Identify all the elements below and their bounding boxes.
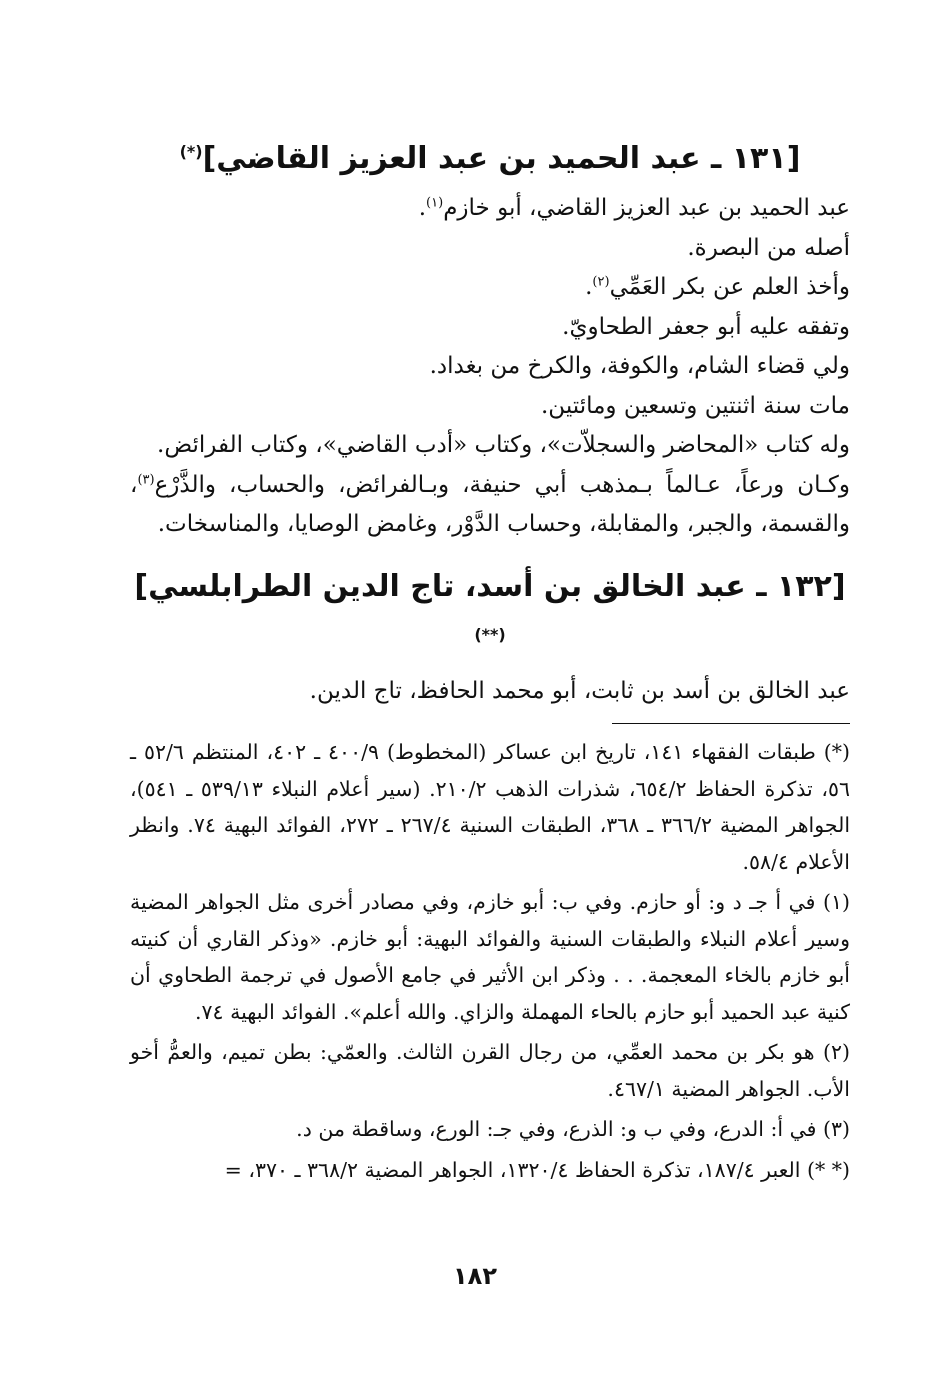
entry-line: [130, 189, 850, 229]
entry-title-text: [١٣١ ـ عبد الحميد بن عبد العزيز القاضي]: [202, 141, 801, 176]
footnote-mark: (**): [474, 624, 506, 644]
footnote-mark: (*): [179, 142, 203, 161]
line-text: وأخذ العلم عن بكر العَمِّي: [609, 274, 850, 300]
paragraph-text: وكـان ورعاً، عـالماً بـمذهب أبي حنيفة، وبـالفرائض، والحساب، والذَّرْع: [154, 471, 850, 498]
entry-title-text: [١٣٢ ـ عبد الخالق بن أسد، تاج الدين الطرابلسي]: [134, 568, 846, 604]
entry-line: أصله من البصرة.: [687, 234, 850, 261]
entry-131: [130, 128, 850, 545]
footnotes: [130, 734, 850, 1188]
entry-paragraph: [130, 466, 850, 545]
line-punct: .: [585, 274, 593, 300]
entry-line: [130, 268, 850, 308]
footnote-ref: (٣): [137, 471, 155, 487]
footnote: (* *) العبر ١٨٧/٤، تذكرة الحفاظ ١٣٢٠/٤، الجواهر المضية ٣٦٨/٢ ـ ٣٧٠، =: [224, 1157, 850, 1182]
entry-line: مات سنة اثنتين وتسعين ومائتين.: [541, 392, 850, 419]
entry-132: [130, 563, 850, 712]
footnote: (٢) هو بكر بن محمد العمِّي، من رجال القرن الثالث. والعمّي: بطن تميم، والعمُّ أخو الأب. الجواهر المضية ٤٦٧/١.: [130, 1040, 850, 1101]
entry-line: ولي قضاء الشام، والكوفة، والكرخ من بغداد.: [429, 353, 850, 379]
page-number: ١٨٢: [453, 1262, 497, 1290]
footnote-ref: (٢): [592, 274, 610, 290]
paragraph-text: ، والقسمة، والجبر، والمقابلة، وحساب الدَّوْر، وغامض الوصايا، والمناسخات.: [130, 471, 850, 537]
entry-title: [130, 128, 850, 183]
line-punct: .: [418, 195, 427, 221]
entry-line: عبد الخالق بن أسد بن ثابت، أبو محمد الحافظ، تاج الدين.: [309, 677, 850, 704]
entry-line: وله كتاب «المحاضر والسجلاّت»، وكتاب «أدب القاضي»، وكتاب الفرائض.: [157, 432, 850, 458]
entry-title: [130, 563, 850, 666]
footnote: (٣) في أ: الدرع، وفي ب و: الذرع، وفي جـ: الورع، وساقطة من د.: [296, 1117, 850, 1141]
footnote-separator: [612, 723, 850, 724]
line-text: عبد الحميد بن عبد العزيز القاضي، أبو خازم: [443, 195, 850, 221]
footnote: (١) في أ جـ د و: أو حازم. وفي ب: أبو خازم، وفي مصادر أخرى مثل الجواهر المضية وسير أعلام النبلاء والطبقات السنية والفوائد البهية: أبو خازم. «وذكر القاري أن كنيته أبو خازم بالخاء المعجمة. . . وذكر ابن الأثير في جامع الأصول في ترجمة الطحاوي أن كنية عبد الحميد أبو حازم بالحاء المهملة والزاي. والله أعلم». الفوائد البهية ٧٤.: [130, 890, 850, 1024]
footnote-ref: (١): [426, 195, 444, 211]
footnote: (*) طبقات الفقهاء ١٤١، تاريخ ابن عساكر (المخطوط) ٤٠٠/٩ ـ ٤٠٢، المنتظم ٥٢/٦ ـ ٥٦، تذكرة الحفاظ ٦٥٤/٢، شذرات الذهب ٢١٠/٢. (سير أعلام النبلاء ٥٣٩/١٣ ـ ٥٤١)، الجواهر المضية ٣٦٦/٢ ـ ٣٦٨، الطبقات السنية ٢٦٧/٤ ـ ٢٧٢، الفوائد البهية ٧٤. وانظر الأعلام ٥٨/٤.: [130, 740, 851, 874]
entry-line: وتفقه عليه أبو جعفر الطحاويّ.: [562, 313, 850, 340]
